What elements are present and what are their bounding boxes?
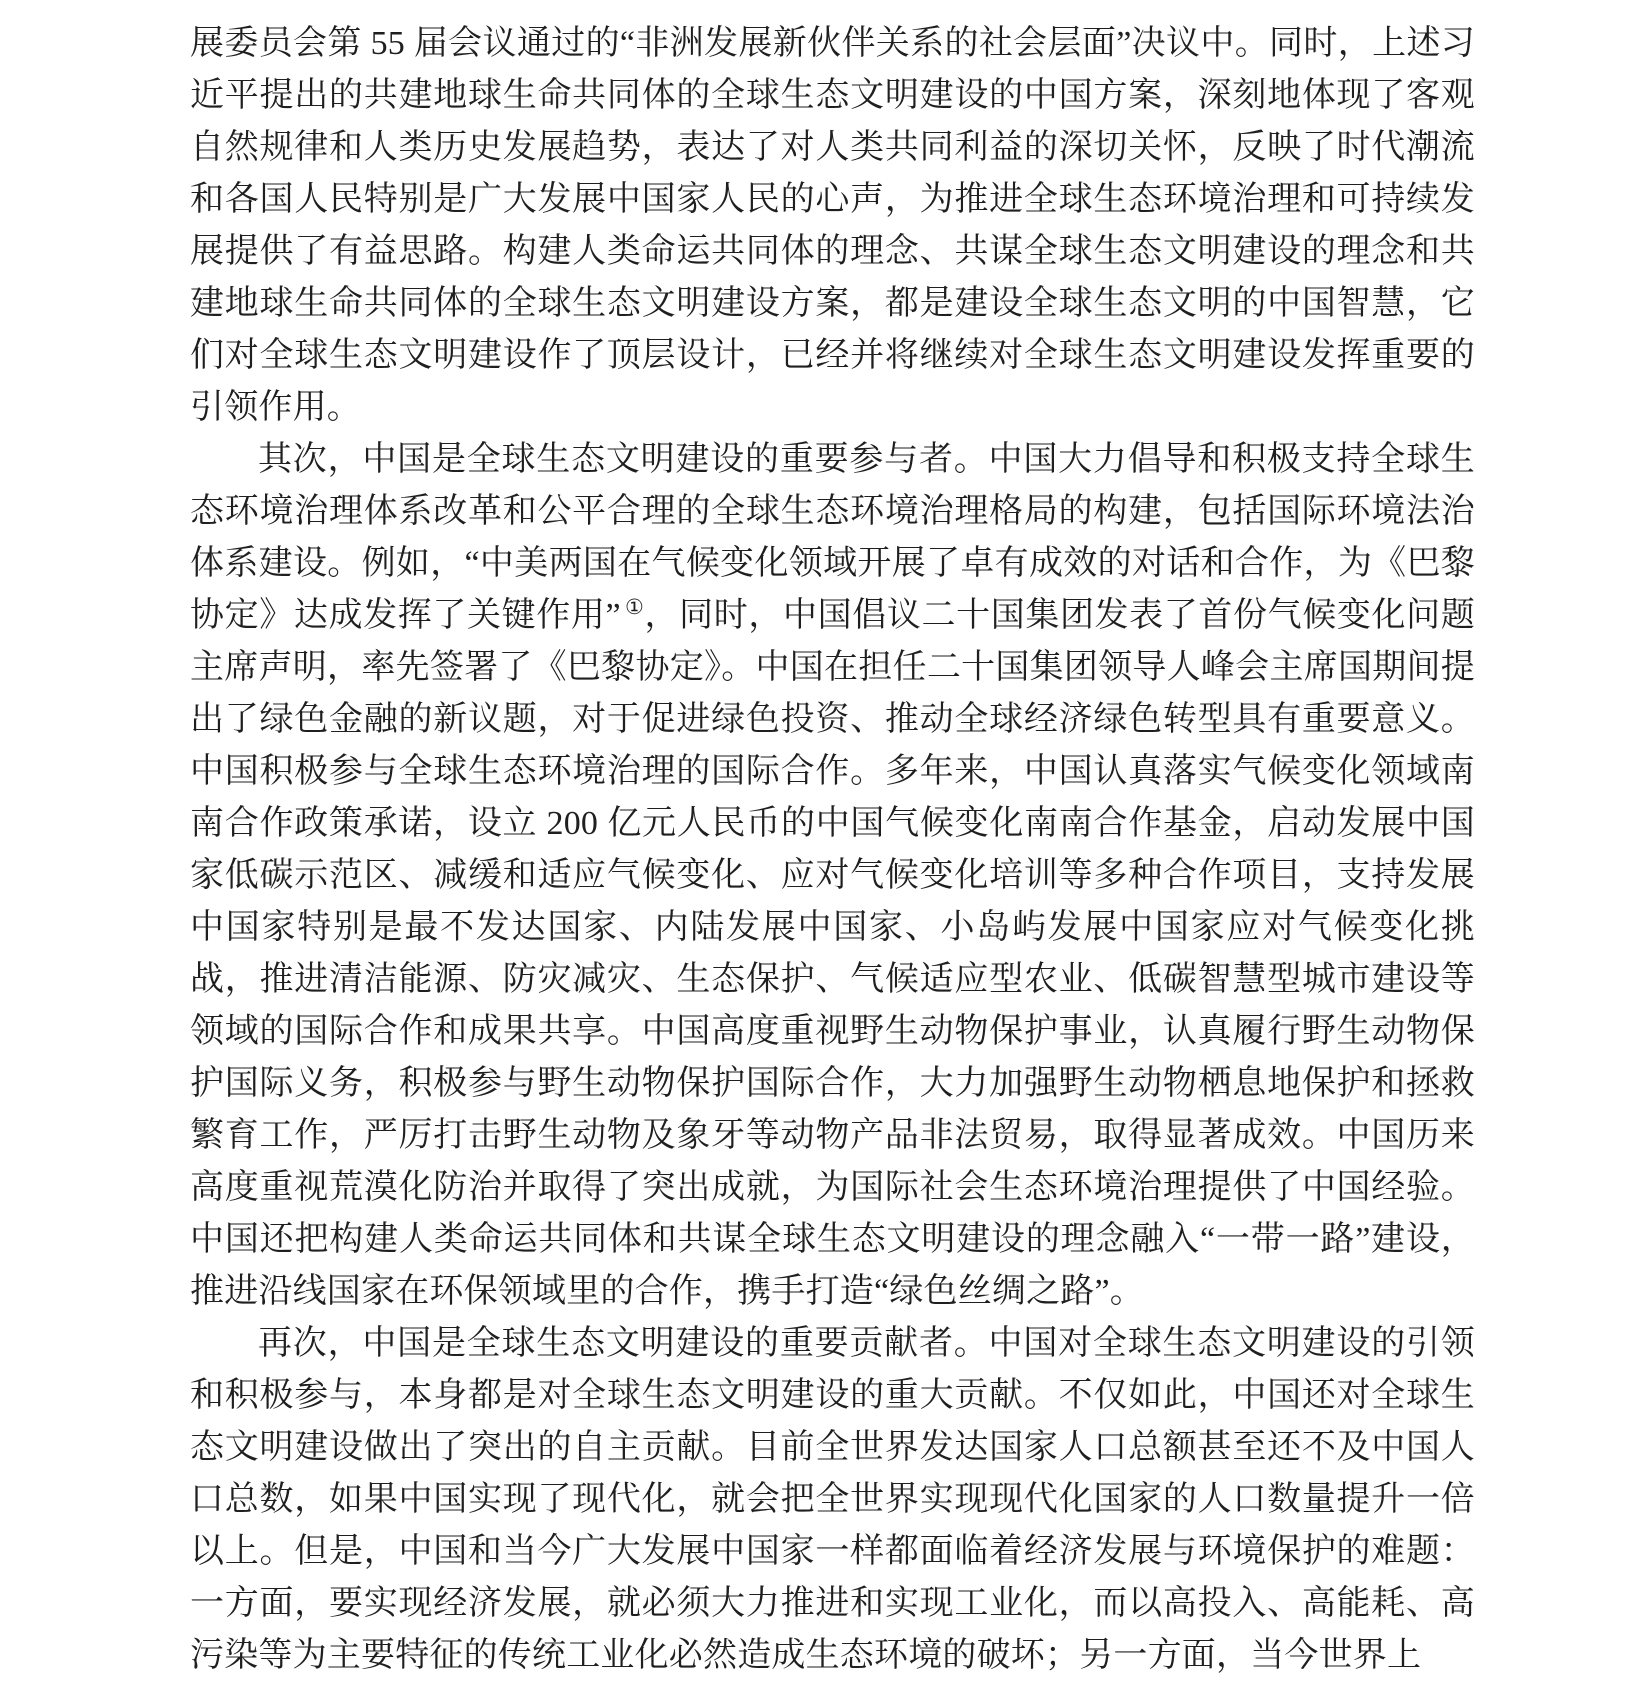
paragraph-text-before-footnote: 其次，中国是全球生态文明建设的重要参与者。中国大力倡导和积极支持全球生态环境治理体系改革和公平合理的全球生态环境治理格局的构建，包括国际环境法治体系建设。例如，“中美两国在气候变化领域开展了卓有成效的对话和合作，为《巴黎协定》达成发挥了关键作用”	[190, 441, 1475, 634]
paragraph-text-after-footnote: ，同时，中国倡议二十国集团发表了首份气候变化问题主席声明，率先签署了《巴黎协定》。中国在担任二十国集团领导人峰会主席国期间提出了绿色金融的新议题，对于促进绿色投资、推动全球经济绿色转型具有重要意义。中国积极参与全球生态环境治理的国际合作。多年来，中国认真落实气候变化领域南南合作政策承诺，设立 200 亿元人民币的中国气候变化南南合作基金，启动发展中国家低碳示范区、减缓和适应气候变化、应对气候变化培训等多种合作项目，支持发展中国家特别是最不发达国家、内陆发展中国家、小岛屿发展中国家应对气候变化挑战，推进清洁能源、防灾减灾、生态保护、气候适应型农业、低碳智慧型城市建设等领域的国际合作和成果共享。中国高度重视野生动物保护事业，认真履行野生动物保护国际义务，积极参与野生动物保护国际合作，大力加强野生动物栖息地保护和拯救繁育工作，严厉打击野生动物及象牙等动物产品非法贸易，取得显著成效。中国历来高度重视荒漠化防治并取得了突出成就，为国际社会生态环境治理提供了中国经验。中国还把构建人类命运共同体和共谋全球生态文明建设的理念融入“一带一路”建设，推进沿线国家在环保领域里的合作，携手打造“绿色丝绸之路”。	[190, 597, 1475, 1310]
footnote-marker: ①	[624, 594, 645, 619]
paragraph-participant	[190, 434, 1475, 1318]
paragraph-contributor: 再次，中国是全球生态文明建设的重要贡献者。中国对全球生态文明建设的引领和积极参与，本身都是对全球生态文明建设的重大贡献。不仅如此，中国还对全球生态文明建设做出了突出的自主贡献。目前全世界发达国家人口总额甚至还不及中国人口总数，如果中国实现了现代化，就会把全世界实现现代化国家的人口数量提升一倍以上。但是，中国和当今广大发展中国家一样都面临着经济发展与环境保护的难题：一方面，要实现经济发展，就必须大力推进和实现工业化，而以高投入、高能耗、高污染等为主要特征的传统工业化必然造成生态环境的破坏；另一方面，当今世界上	[190, 1325, 1475, 1674]
paragraph-continuation: 展委员会第 55 届会议通过的“非洲发展新伙伴关系的社会层面”决议中。同时，上述习近平提出的共建地球生命共同体的全球生态文明建设的中国方案，深刻地体现了客观自然规律和人类历史发展趋势，表达了对人类共同利益的深切关怀，反映了时代潮流和各国人民特别是广大发展中国家人民的心声，为推进全球生态环境治理和可持续发展提供了有益思路。构建人类命运共同体的理念、共谋全球生态文明建设的理念和共建地球生命共同体的全球生态文明建设方案，都是建设全球生态文明的中国智慧，它们对全球生态文明建设作了顶层设计，已经并将继续对全球生态文明建设发挥重要的引领作用。	[190, 25, 1475, 426]
text-column	[190, 18, 1475, 1682]
